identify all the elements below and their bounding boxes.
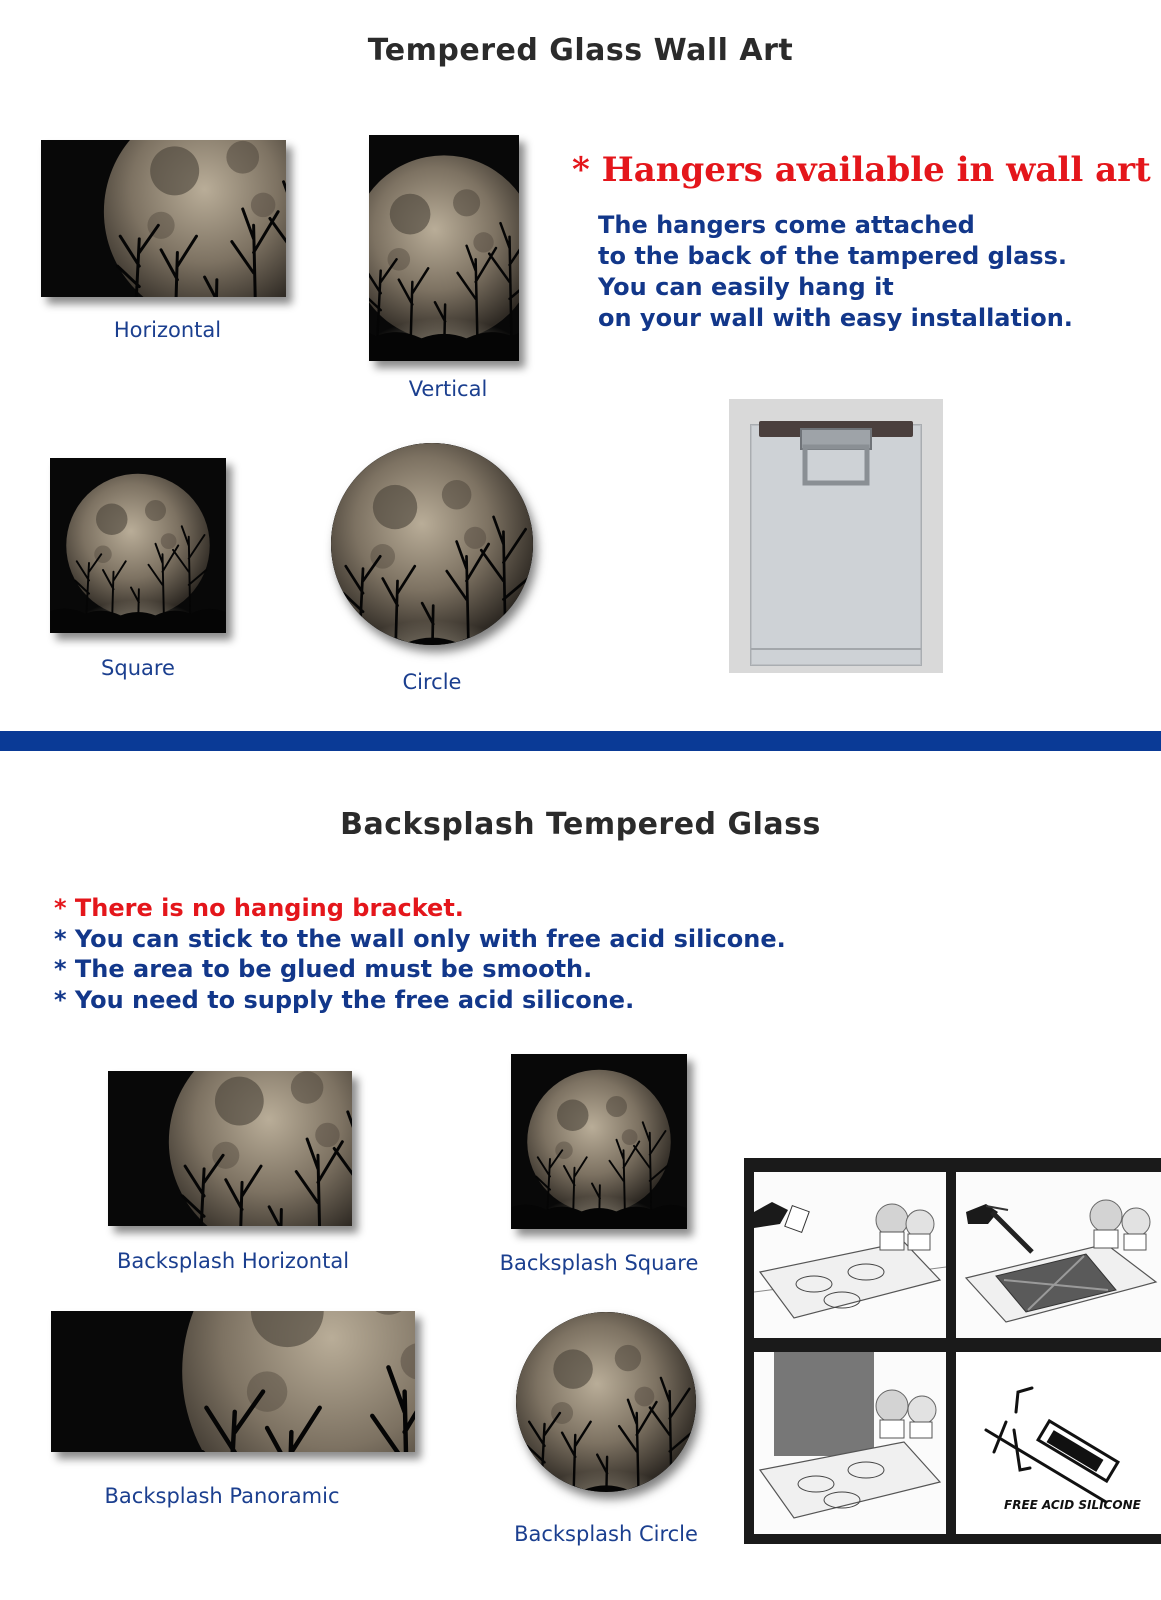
hangers-line: on your wall with easy installation.: [598, 304, 1073, 332]
caption-backsplash-square: Backsplash Square: [499, 1251, 699, 1275]
install-step-3-panel: [754, 1352, 946, 1534]
square-print-image: [50, 458, 226, 633]
wall-art-title: Tempered Glass Wall Art: [367, 33, 794, 68]
install-step-2-panel: [956, 1172, 1161, 1338]
vertical-print-image: [369, 135, 519, 361]
circle-print-image: [331, 443, 533, 645]
silicone-label: FREE ACID SILICONE: [1004, 1498, 1141, 1512]
backsplash-title: Backsplash Tempered Glass: [340, 807, 821, 842]
backsplash-panoramic-image: [51, 1311, 415, 1452]
caption-circle: Circle: [402, 670, 462, 694]
hangers-line: to the back of the tampered glass.: [598, 242, 1067, 270]
hangers-description: [598, 210, 1073, 334]
hangers-line: You can easily hang it: [598, 273, 894, 301]
note-line: * There is no hanging bracket.: [54, 894, 464, 922]
note-line: * The area to be glued must be smooth.: [54, 955, 593, 983]
install-step-1-panel: [754, 1172, 946, 1338]
horizontal-print-image: [41, 140, 286, 297]
caption-backsplash-panoramic: Backsplash Panoramic: [104, 1484, 340, 1508]
caption-horizontal: Horizontal: [113, 318, 222, 342]
caption-vertical: Vertical: [408, 377, 488, 401]
backsplash-circle-image: [516, 1312, 696, 1492]
backsplash-notes: [54, 893, 786, 1015]
hanger-bracket-photo: [729, 399, 943, 673]
hangers-line: The hangers come attached: [598, 211, 975, 239]
installation-illustration: [744, 1158, 1161, 1544]
section-divider: [0, 731, 1161, 751]
caption-square: Square: [101, 656, 175, 680]
note-line: * You need to supply the free acid silicone.: [54, 985, 635, 1014]
hangers-heading: * Hangers available in wall art: [572, 150, 1151, 190]
note-line: * You can stick to the wall only with free acid silicone.: [54, 924, 786, 953]
backsplash-horizontal-image: [108, 1071, 352, 1226]
caption-backsplash-horizontal: Backsplash Horizontal: [116, 1249, 350, 1273]
backsplash-square-image: [511, 1054, 687, 1229]
caption-backsplash-circle: Backsplash Circle: [514, 1522, 698, 1546]
